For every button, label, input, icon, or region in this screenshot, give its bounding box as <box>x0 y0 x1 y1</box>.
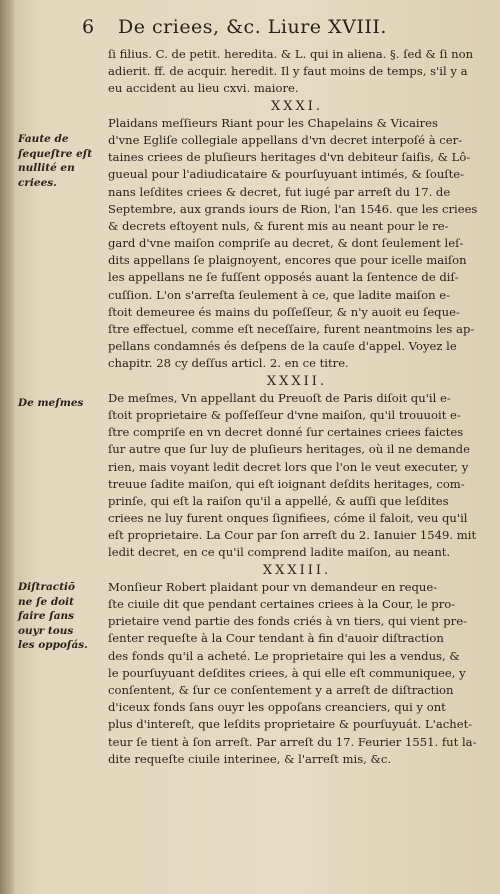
margin-note-line: les oppoſás. <box>18 639 88 651</box>
margin-note <box>18 580 108 653</box>
margin-note-line: Diſtractiō <box>18 581 76 593</box>
text-line: gard d'vne maiſon compriſe au decret, & dont ſeulement leſ- <box>108 236 464 251</box>
text-line: le pourſuyuant deſdites criees, à qui elle eſt communiquee, y <box>108 665 466 680</box>
page-number: 6 <box>82 16 95 38</box>
text-line: cuſſion. L'on s'arreſta ſeulement à ce, que ladite maiſon e- <box>108 287 451 302</box>
text-line: dite requeſte ciuile interinee, & l'arreſt mis, &c. <box>108 751 392 766</box>
text-line: ſi filius. C. de petit. heredita. & L. qui in aliena. §. ſed & ſi non <box>108 47 474 61</box>
text-line: gueual pour l'adiudicataire & pourſuyuant intimés, & ſouſte- <box>108 167 465 182</box>
text-line: pellans condamnés és deſpens de la cauſe d'appel. Voyez le <box>108 339 457 354</box>
text-line: ſtre effectuel, comme eſt neceſſaire, furent neantmoins les ap- <box>108 322 475 336</box>
text-line: Septembre, aux grands iours de Rion, l'an 1546. que les criees <box>108 201 478 216</box>
article-number: XXXI. <box>270 98 324 114</box>
text-line: dits appellans ſe plaignoyent, encores que pour icelle maiſon <box>108 253 467 268</box>
text-line: Plaidans meſſieurs Riant pour les Chapelains & Vicaires <box>108 115 438 130</box>
text-line: conſentent, & ſur ce conſentement y a arreſt de diſtraction <box>108 682 454 697</box>
text-line: ſur autre que ſur luy de pluſieurs heritages, où il ne demande <box>108 442 470 457</box>
margin-note-line: Faute de <box>18 133 69 145</box>
book-gutter <box>0 0 14 894</box>
text-line: ſte ciuile dit que pendant certaines criees à la Cour, le pro- <box>108 597 456 611</box>
text-line: adierit. ff. de acquir. heredit. Il y faut moins de temps, s'il y a <box>108 64 468 79</box>
text-line: criees ne luy furent onques ſignifiees, cóme il faloit, veu qu'il <box>108 511 468 526</box>
text-line: prinſe, qui eſt la raiſon qu'il a appellé, & auſſi que leſdites <box>108 493 449 508</box>
margin-note-line: ouyr tous <box>18 624 74 637</box>
text-line: rien, mais voyant ledit decret lors que l'on le veut executer, y <box>108 459 469 474</box>
margin-note-line: nullité en <box>18 162 75 174</box>
margin-note-line: ſequeſtre eſt <box>18 147 93 160</box>
text-line: & decrets eſtoyent nuls, & furent mis au neant pour le re- <box>108 218 449 233</box>
running-title: De criees, &c. Liure XVIII. <box>118 16 387 38</box>
text-line: ſtoit proprietaire & poſſeſſeur d'vne maiſon, qu'il trouuoit e- <box>108 407 461 422</box>
text-line: ſenter requeſte à la Cour tendant à fin d'auoir diſtraction <box>108 631 444 646</box>
text-line: teur ſe tient à ſon arreſt. Par arreſt du 17. Feurier 1551. fut la- <box>108 734 477 749</box>
margin-note-line: criees. <box>18 176 57 189</box>
text-line: ſtre compriſe en vn decret donné ſur certaines criees faictes <box>108 425 464 440</box>
text-line: De meſmes, Vn appellant du Preuoſt de Paris diſoit qu'il e- <box>108 390 451 405</box>
text-line: ſtoit demeuree és mains du poſſeſſeur, & n'y auoit eu ſeque- <box>108 304 460 319</box>
text-line: des fonds qu'il a acheté. Le proprietaire qui les a vendus, & <box>108 648 460 663</box>
article-number: XXXII. <box>266 373 328 389</box>
text-line: prietaire vend partie des fonds criés à vn tiers, qui vient pre- <box>108 614 467 629</box>
body-text <box>108 46 486 768</box>
text-line: ledit decret, en ce qu'il comprend ladite maiſon, au neant. <box>108 545 451 560</box>
text-line: treuue ſadite maiſon, qui eſt ioignant deſdits heritages, com- <box>108 476 465 491</box>
text-line: Monſieur Robert plaidant pour vn demandeur en reque- <box>108 579 438 594</box>
text-line: plus d'intereſt, que leſdits proprietaire & pourſuyuát. L'achet- <box>108 717 473 732</box>
margin-note-line: De meſmes <box>18 397 84 409</box>
article-number: XXXIII. <box>262 562 332 578</box>
text-line: d'iceux fonds ſans ouyr les oppoſans creanciers, qui y ont <box>108 700 446 715</box>
text-line: taines criees de pluſieurs heritages d'vn debiteur ſaiſis, & Lô- <box>108 150 471 165</box>
text-line: d'vne Egliſe collegiale appellans d'vn decret interpoſé à cer- <box>108 132 463 147</box>
text-line: les appellans ne ſe fuſſent opposés auant la ſentence de diſ- <box>108 270 459 285</box>
text-line: nans leſdites criees & decret, fut iugé par arreſt du 17. de <box>108 184 451 199</box>
text-line: chapitr. 28 cy deſſus articl. 2. en ce titre. <box>108 356 349 371</box>
text-line: eſt proprietaire. La Cour par ſon arreſt du 2. Ianuier 1549. mit <box>108 528 477 543</box>
margin-note-line: ne ſe doit <box>18 595 75 608</box>
margin-note-line: faire ſans <box>18 610 75 622</box>
margin-note <box>18 396 108 411</box>
text-line: eu accident au lieu cxvi. maiore. <box>108 81 299 96</box>
margin-note <box>18 132 108 190</box>
page-header <box>0 16 500 44</box>
